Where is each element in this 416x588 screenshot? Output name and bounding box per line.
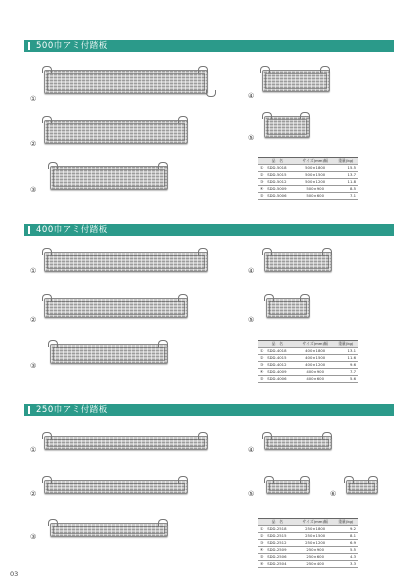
column-header: 品 名: [258, 158, 297, 165]
table-header-row: [258, 519, 358, 526]
section-title: 500巾アミ付踏板: [36, 41, 108, 51]
section-title: 250巾アミ付踏板: [36, 405, 108, 415]
item-number: ①: [30, 446, 37, 454]
plank-hook: [368, 476, 378, 483]
spec-table: [258, 518, 358, 568]
item-number: ⑤: [248, 316, 255, 324]
item-number: ⑥: [330, 490, 337, 498]
table-row: ⑥ SDD-2504 250×400 3.3: [260, 561, 356, 566]
column-header: 品 名: [258, 341, 297, 348]
column-header: 重量(kg): [334, 341, 358, 348]
section-header: [24, 404, 394, 416]
plank-hook: [264, 476, 274, 483]
table-row: ① SDD-4018 400×1800 13.1: [260, 348, 356, 353]
table-row: ① SDD-2518 250×1800 9.2: [260, 526, 356, 531]
column-header: サイズ(mm)幅: [297, 158, 334, 165]
table-row: ① SDD-5018 500×1800 15.5: [260, 165, 356, 170]
page-number: 03: [10, 570, 19, 578]
mesh-plank-image: [44, 436, 208, 450]
item-number: ⑤: [248, 134, 255, 142]
table-row: ③ SDD-2512 250×1200 6.9: [260, 540, 356, 545]
plank-hook: [322, 432, 332, 439]
column-header: 重量(kg): [334, 158, 358, 165]
column-header: 重量(kg): [334, 519, 358, 526]
plank-hook: [344, 476, 354, 483]
item-number: ①: [30, 267, 37, 275]
section-title: 400巾アミ付踏板: [36, 225, 108, 235]
column-header: サイズ(mm)幅: [297, 341, 334, 348]
table-row: ④ SDD-2509 250×900 5.5: [260, 547, 356, 552]
item-number: ④: [248, 446, 255, 454]
plank-hook: [42, 476, 52, 483]
table-row: ④ SDD-5009 500×900 8.5: [260, 186, 356, 191]
plank-hook: [48, 519, 58, 526]
table-row: ③ SDD-5012 500×1200 11.8: [260, 179, 356, 184]
item-number: ②: [30, 490, 37, 498]
table-row: ② SDD-5015 500×1500 13.7: [260, 172, 356, 177]
table-row: ⑤ SDD-4006 400×600 5.6: [260, 376, 356, 381]
table-row: ③ SDD-4012 400×1200 9.6: [260, 362, 356, 367]
item-number: ②: [30, 140, 37, 148]
plank-hook: [198, 432, 208, 439]
item-number: ③: [30, 186, 37, 194]
item-number: ④: [248, 267, 255, 275]
item-number: ③: [30, 533, 37, 541]
column-header: サイズ(mm)幅: [297, 519, 334, 526]
table-row: ② SDD-4015 400×1500 11.6: [260, 355, 356, 360]
plank-hook: [42, 432, 52, 439]
item-number: ②: [30, 316, 37, 324]
table-row: ④ SDD-4009 400×900 7.7: [260, 369, 356, 374]
table-row: ② SDD-2515 250×1500 8.1: [260, 533, 356, 538]
item-number: ⑤: [248, 490, 255, 498]
table-row: ⑤ SDD-5006 500×600 7.1: [260, 193, 356, 198]
mesh-plank-image: [44, 480, 188, 494]
item-number: ④: [248, 92, 255, 100]
plank-hook: [300, 476, 310, 483]
item-number: ③: [30, 362, 37, 370]
mesh-plank-image: [50, 523, 168, 537]
plank-hook: [158, 519, 168, 526]
item-number: ①: [30, 95, 37, 103]
plank-hook: [178, 476, 188, 483]
table-row: ⑤ SDD-2506 250×600 4.3: [260, 554, 356, 559]
header-accent: [28, 406, 30, 414]
plank-hook: [262, 432, 272, 439]
column-header: 品 名: [258, 519, 297, 526]
